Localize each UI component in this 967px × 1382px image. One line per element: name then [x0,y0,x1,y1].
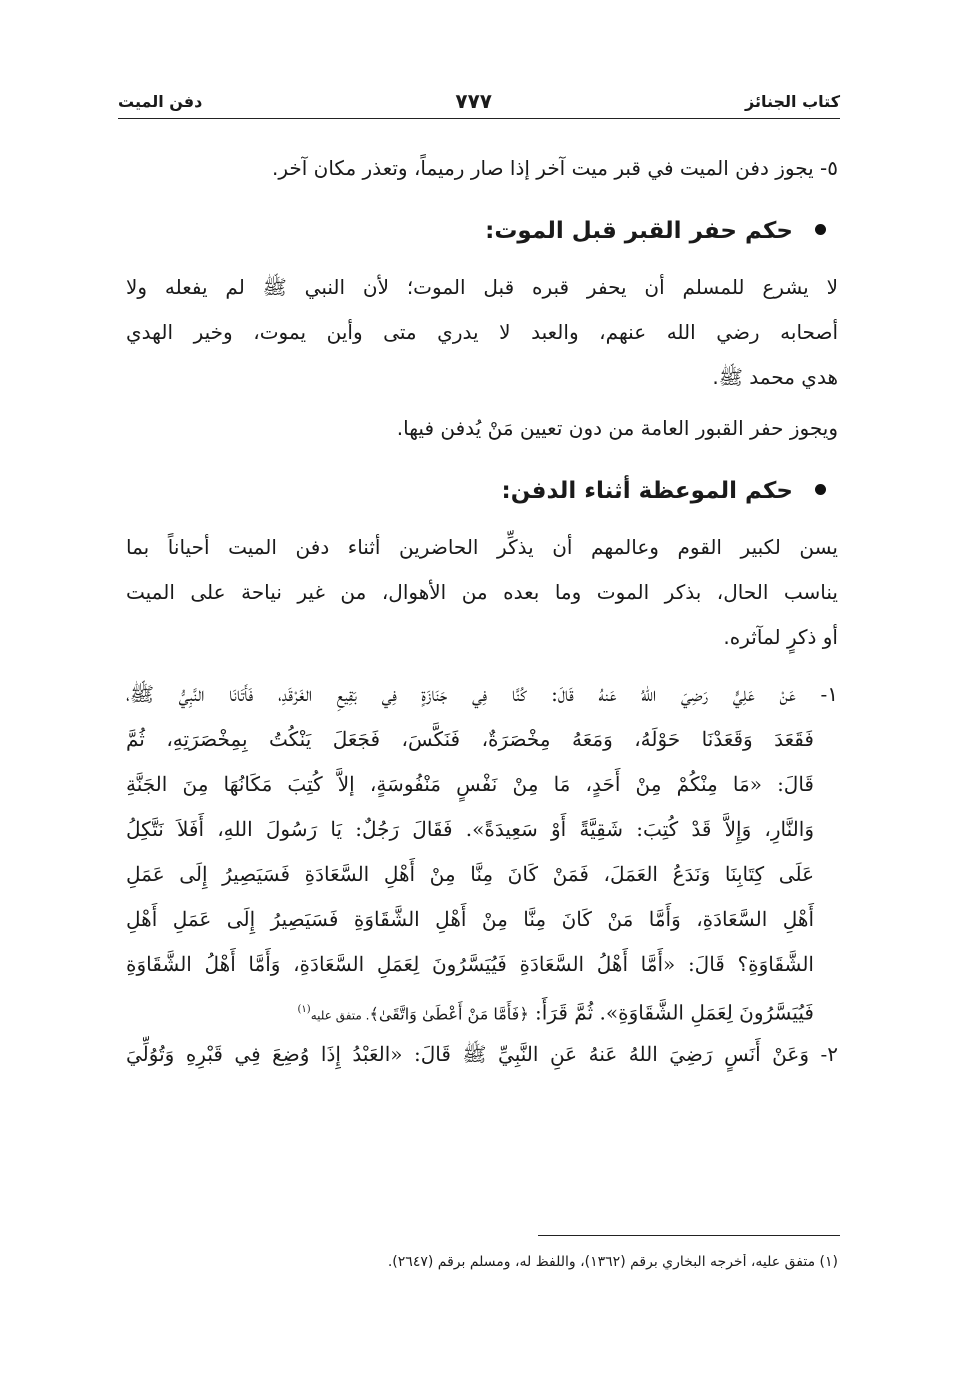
hadith-line: ٢- وَعَنْ أَنَسٍ رَضِيَ اللهُ عَنهُ عَنِ النَّبِيِّ ﷺ قَالَ: «العَبْدُ إِذَا وُضِعَ فِي قَبْرِهِ وَتُوُلِّيَ [126,1042,838,1066]
hadith-line: فَقَعَدَ وَقَعَدْنَا حَوْلَهُ، وَمَعَهُ مِخْصَرَةٌ، فَنَكَّسَ، فَجَعَلَ يَنْكُتُ بِمِخْصَرَتِهِ، ثُمَّ [126,727,814,751]
hadith-last-line [126,987,838,1032]
bullet-icon [815,484,826,495]
book-title: كتاب الجنائز [744,91,840,111]
bullet-icon [815,224,826,235]
hadith-line: الشَّقَاوَةِ؟ قَالَ: «أَمَّا أَهْلُ السَّعَادَةِ فَيُيَسَّرُونَ لِعَمَلِ السَّعَادَةِ، وَأَمَّا أَهْلُ الشَّقَاوَةِ [126,952,814,976]
intro-line: ٥- يجوز دفن الميت في قبر ميت آخر إذا صار رميماً، وتعذر مكان آخر. [271,156,838,180]
heading-text: حكم حفر القبر قبل الموت: [485,218,793,244]
header-rule [118,118,840,119]
footnote-ref[interactable]: (١) [297,1004,311,1015]
paragraph-line: أصحابه رضي الله عنهم، والعبد لا يدري متى وأين يموت، وخير الهدي [126,320,838,344]
paragraph-line: يسن لكبير القوم وعالمهم أن يذكِّر الحاضرين أثناء دفن الميت أحياناً بما [126,535,838,559]
section-title: دفن الميت [118,91,203,111]
page-body [126,146,838,1077]
paragraph-line: يناسب الحال، بذكر الموت وما بعده من الأهوال، من غير نياحة على الميت [126,580,838,604]
section-heading-sermon [126,463,838,519]
running-head [118,86,840,116]
agreed-label: . متفق عليه [310,1008,370,1023]
section-heading-grave-digging [126,203,838,259]
footnote: (١) متفق عليه، أخرجه البخاري برقم (١٣٦٢)، واللفظ له، ومسلم برقم (٢٦٤٧). [387,1254,838,1270]
paragraph-line: هدي محمد ﷺ. [712,365,838,389]
paragraph-line: ويجوز حفر القبور العامة من دون تعيين مَنْ يُدفن فيها. [396,416,838,440]
page-number: ٧٧٧ [455,89,492,113]
hadith-line: أَهْلِ السَّعَادَةِ، وَأَمَّا مَنْ كَانَ مِنَّا مِنْ أَهْلِ الشَّقَاوَةِ فَسَيَصِيرُ إِلَى عَمَلِ أَهْلِ [126,907,814,931]
hadith-line: وَالنَّارِ، وَإِلاَّ قَدْ كُتِبَ: شَقِيَّةً أَوْ سَعِيدَةً». فَقَالَ رَجُلٌ: يَا رَسُولَ اللهِ، أَفَلاَ نَتَّكِلُ [126,817,814,841]
quran-verse: ﴿فَأَمَّا مَنْ أَعْطَىٰ وَاتَّقَىٰ﴾ [369,1004,529,1024]
paragraph-line: أو ذكرٍ لمآثره. [723,625,838,649]
footnote-rule [538,1235,840,1236]
hadith-line: عَلَى كِتَابِنَا وَنَدَعُ العَمَلَ، فَمَنْ كَانَ مِنَّا مِنْ أَهْلِ السَّعَادَةِ فَسَيَصِيرُ إِلَى عَمَلِ [126,862,814,886]
hadith-line: ١- عَنْ عَلِيٍّ رَضِيَ اللهُ عَنهُ قَالَ: كُنَّا فِي جَنَازَةٍ فِي بَقِيعِ الغَرْقَدِ، فَأَتَانَا النَّبِيُّ ﷺ، [126,682,838,706]
paragraph-line: لا يشرع للمسلم أن يحفر قبره قبل الموت؛ لأن النبي ﷺ لم يفعله ولا [126,275,838,299]
heading-text: حكم الموعظة أثناء الدفن: [501,478,793,504]
hadith-2 [126,1032,838,1077]
hadith-line: قَالَ: «مَا مِنْكُمْ مِنْ أَحَدٍ، مَا مِنْ نَفْسٍ مَنْفُوسَةٍ، إلاَّ كُتِبَ مَكَانُهَا مِنَ الجَنَّةِ [126,772,814,796]
hadith-1 [126,672,838,1032]
hadith-text: فَيُيَسَّرُونَ لِعَمَلِ الشَّقَاوَةِ». ثُمَّ قَرَأَ: [528,1000,814,1025]
